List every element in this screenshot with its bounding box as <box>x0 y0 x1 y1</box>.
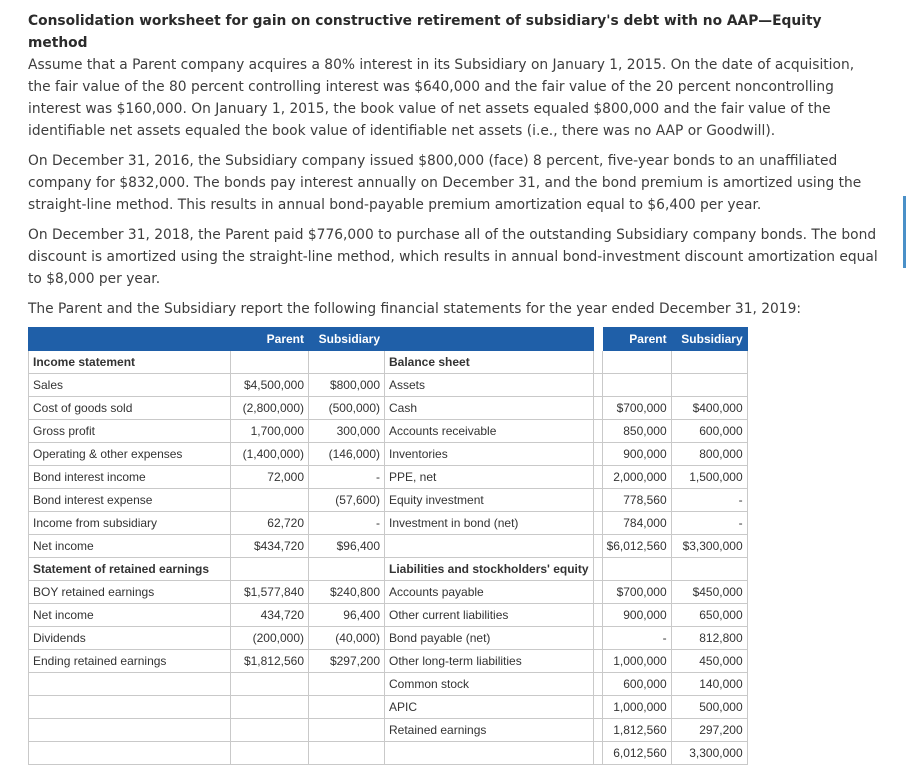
cell-subsidiary-value: - <box>309 512 385 535</box>
table-row <box>29 604 748 627</box>
cell-bs-parent-value: $6,012,560 <box>602 535 671 558</box>
gap-cell <box>593 489 602 512</box>
cell-bs-parent-value: - <box>602 627 671 650</box>
cell-bs-label: Balance sheet <box>385 351 594 374</box>
cell-bs-subsidiary-value: - <box>671 512 747 535</box>
problem-paragraph-2: On December 31, 2016, the Subsidiary company issued $800,000 (face) 8 percent, five-year bonds to an unaffiliated company for $832,000. The bonds pay interest annually on December 31, and the bond premium is amortized using the straight-line method. This results in annual bond-payable premium amortization equal to $6,400 per year. <box>28 153 862 213</box>
cell-bs-label: PPE, net <box>385 466 594 489</box>
cell-subsidiary-value <box>309 351 385 374</box>
cell-subsidiary-value: - <box>309 466 385 489</box>
gap-cell <box>593 650 602 673</box>
cell-label: Net income <box>29 535 231 558</box>
cell-bs-subsidiary-value: - <box>671 489 747 512</box>
cell-bs-parent-value <box>602 374 671 397</box>
cell-label <box>29 742 231 765</box>
table-row <box>29 535 748 558</box>
cell-bs-subsidiary-value: 500,000 <box>671 696 747 719</box>
cell-label: Sales <box>29 374 231 397</box>
cell-parent-value <box>231 742 309 765</box>
cell-subsidiary-value <box>309 558 385 581</box>
cell-bs-label: Liabilities and stockholders' equity <box>385 558 594 581</box>
cell-label <box>29 673 231 696</box>
cell-parent-value: 1,700,000 <box>231 420 309 443</box>
problem-paragraph-3: On December 31, 2018, the Parent paid $776,000 to purchase all of the outstanding Subsidiary company bonds. The bond discount is amortized using the straight-line method, which results in annual bond-investment discount amortization equal to $8,000 per year. <box>28 227 878 287</box>
cell-subsidiary-value: $800,000 <box>309 374 385 397</box>
cell-bs-subsidiary-value <box>671 374 747 397</box>
problem-paragraph-4: The Parent and the Subsidiary report the following financial statements for the year ended December 31, 2019: <box>28 301 802 317</box>
cell-bs-label: Bond payable (net) <box>385 627 594 650</box>
cell-bs-subsidiary-value <box>671 351 747 374</box>
cell-parent-value <box>231 558 309 581</box>
cell-parent-value: $434,720 <box>231 535 309 558</box>
cell-bs-parent-value: $700,000 <box>602 397 671 420</box>
table-row <box>29 696 748 719</box>
cell-label: Income from subsidiary <box>29 512 231 535</box>
table-row <box>29 466 748 489</box>
cell-bs-subsidiary-value: $3,300,000 <box>671 535 747 558</box>
cell-label: BOY retained earnings <box>29 581 231 604</box>
cell-bs-parent-value: 784,000 <box>602 512 671 535</box>
cell-bs-subsidiary-value: 3,300,000 <box>671 742 747 765</box>
cell-subsidiary-value: $297,200 <box>309 650 385 673</box>
cell-bs-subsidiary-value: 800,000 <box>671 443 747 466</box>
cell-bs-parent-value: 1,812,560 <box>602 719 671 742</box>
cell-parent-value: (1,400,000) <box>231 443 309 466</box>
cell-bs-subsidiary-value: 650,000 <box>671 604 747 627</box>
gap-cell <box>593 673 602 696</box>
cell-bs-parent-value: 6,012,560 <box>602 742 671 765</box>
cell-label: Net income <box>29 604 231 627</box>
gap-cell <box>593 535 602 558</box>
table-row <box>29 351 748 374</box>
cell-bs-parent-value: 1,000,000 <box>602 650 671 673</box>
cell-bs-label: Other current liabilities <box>385 604 594 627</box>
table-row <box>29 489 748 512</box>
cell-bs-label: Common stock <box>385 673 594 696</box>
table-row <box>29 443 748 466</box>
cell-label: Bond interest income <box>29 466 231 489</box>
cell-parent-value: $1,812,560 <box>231 650 309 673</box>
cell-parent-value: 434,720 <box>231 604 309 627</box>
cell-bs-label <box>385 535 594 558</box>
cell-bs-label <box>385 742 594 765</box>
table-row <box>29 742 748 765</box>
cell-subsidiary-value: (57,600) <box>309 489 385 512</box>
table-row <box>29 512 748 535</box>
cell-bs-label: Other long-term liabilities <box>385 650 594 673</box>
gap-cell <box>593 443 602 466</box>
problem-heading: Consolidation worksheet for gain on constructive retirement of subsidiary's debt with no AAP—Equity method <box>28 13 822 51</box>
cell-bs-subsidiary-value: 450,000 <box>671 650 747 673</box>
cell-bs-label: Accounts receivable <box>385 420 594 443</box>
cell-label: Cost of goods sold <box>29 397 231 420</box>
gap-cell <box>593 512 602 535</box>
cell-bs-subsidiary-value: $400,000 <box>671 397 747 420</box>
problem-text <box>28 10 878 328</box>
cell-subsidiary-value: $240,800 <box>309 581 385 604</box>
cell-label: Ending retained earnings <box>29 650 231 673</box>
table-row <box>29 420 748 443</box>
cell-bs-label: Inventories <box>385 443 594 466</box>
table-row <box>29 397 748 420</box>
cell-label: Income statement <box>29 351 231 374</box>
cell-parent-value <box>231 351 309 374</box>
cell-bs-subsidiary-value: 600,000 <box>671 420 747 443</box>
cell-subsidiary-value: (146,000) <box>309 443 385 466</box>
cell-label <box>29 696 231 719</box>
gap-cell <box>593 466 602 489</box>
gap-cell <box>593 558 602 581</box>
header-parent-bs: Parent <box>602 328 671 351</box>
header-gap-cell <box>593 328 602 351</box>
financial-statements-table <box>28 327 748 765</box>
problem-paragraph-1 <box>28 10 878 142</box>
cell-bs-label: Accounts payable <box>385 581 594 604</box>
cell-parent-value <box>231 673 309 696</box>
header-parent: Parent <box>231 328 309 351</box>
cell-bs-subsidiary-value: $450,000 <box>671 581 747 604</box>
cell-subsidiary-value: 96,400 <box>309 604 385 627</box>
gap-cell <box>593 604 602 627</box>
table-row <box>29 627 748 650</box>
gap-cell <box>593 719 602 742</box>
header-blank-cell <box>385 328 594 351</box>
cell-bs-parent-value <box>602 351 671 374</box>
cell-bs-label: Cash <box>385 397 594 420</box>
cell-subsidiary-value: $96,400 <box>309 535 385 558</box>
cell-subsidiary-value <box>309 742 385 765</box>
table-row <box>29 558 748 581</box>
cell-bs-label: Investment in bond (net) <box>385 512 594 535</box>
gap-cell <box>593 420 602 443</box>
cell-bs-subsidiary-value: 297,200 <box>671 719 747 742</box>
cell-subsidiary-value: (500,000) <box>309 397 385 420</box>
cell-parent-value: 62,720 <box>231 512 309 535</box>
cell-parent-value <box>231 489 309 512</box>
cell-bs-parent-value: 900,000 <box>602 443 671 466</box>
cell-label: Dividends <box>29 627 231 650</box>
cell-bs-parent-value: 600,000 <box>602 673 671 696</box>
cell-parent-value: (200,000) <box>231 627 309 650</box>
cell-subsidiary-value: (40,000) <box>309 627 385 650</box>
gap-cell <box>593 397 602 420</box>
header-blank-cell <box>29 328 231 351</box>
gap-cell <box>593 742 602 765</box>
header-subsidiary-bs: Subsidiary <box>671 328 747 351</box>
problem-paragraph-1-text: Assume that a Parent company acquires a 80% interest in its Subsidiary on January 1, 2015. On the date of acquisition, the fair value of the 80 percent controlling interest was $640,000 and the fair value of the 20 percent noncontrolling interest was $160,000. On January 1, 2015, the book value of net assets equaled $800,000 and the fair value of the identifiable net assets equaled the book value of identifiable net assets (i.e., there was no AAP or Goodwill). <box>28 57 855 139</box>
table-row <box>29 673 748 696</box>
cell-bs-parent-value: 900,000 <box>602 604 671 627</box>
cell-bs-subsidiary-value <box>671 558 747 581</box>
cell-parent-value <box>231 696 309 719</box>
cell-bs-parent-value: 850,000 <box>602 420 671 443</box>
cell-subsidiary-value <box>309 696 385 719</box>
table-row <box>29 719 748 742</box>
cell-bs-subsidiary-value: 140,000 <box>671 673 747 696</box>
cell-bs-label: Equity investment <box>385 489 594 512</box>
cell-label: Operating & other expenses <box>29 443 231 466</box>
cell-bs-label: APIC <box>385 696 594 719</box>
gap-cell <box>593 351 602 374</box>
cell-bs-parent-value: 1,000,000 <box>602 696 671 719</box>
gap-cell <box>593 627 602 650</box>
cell-label: Gross profit <box>29 420 231 443</box>
cell-bs-parent-value: 2,000,000 <box>602 466 671 489</box>
table-row <box>29 374 748 397</box>
cell-label: Statement of retained earnings <box>29 558 231 581</box>
cell-bs-parent-value <box>602 558 671 581</box>
cell-subsidiary-value: 300,000 <box>309 420 385 443</box>
cell-parent-value: (2,800,000) <box>231 397 309 420</box>
table-row <box>29 581 748 604</box>
gap-cell <box>593 374 602 397</box>
cell-parent-value <box>231 719 309 742</box>
header-subsidiary: Subsidiary <box>309 328 385 351</box>
cell-subsidiary-value <box>309 673 385 696</box>
cell-label <box>29 719 231 742</box>
cell-bs-subsidiary-value: 1,500,000 <box>671 466 747 489</box>
cell-label: Bond interest expense <box>29 489 231 512</box>
cell-parent-value: 72,000 <box>231 466 309 489</box>
cell-bs-label: Retained earnings <box>385 719 594 742</box>
cell-subsidiary-value <box>309 719 385 742</box>
cell-parent-value: $1,577,840 <box>231 581 309 604</box>
cell-bs-parent-value: 778,560 <box>602 489 671 512</box>
cell-parent-value: $4,500,000 <box>231 374 309 397</box>
table-row <box>29 650 748 673</box>
cell-bs-subsidiary-value: 812,800 <box>671 627 747 650</box>
cell-bs-parent-value: $700,000 <box>602 581 671 604</box>
gap-cell <box>593 581 602 604</box>
gap-cell <box>593 696 602 719</box>
cell-bs-label: Assets <box>385 374 594 397</box>
table-header-row <box>29 328 748 351</box>
